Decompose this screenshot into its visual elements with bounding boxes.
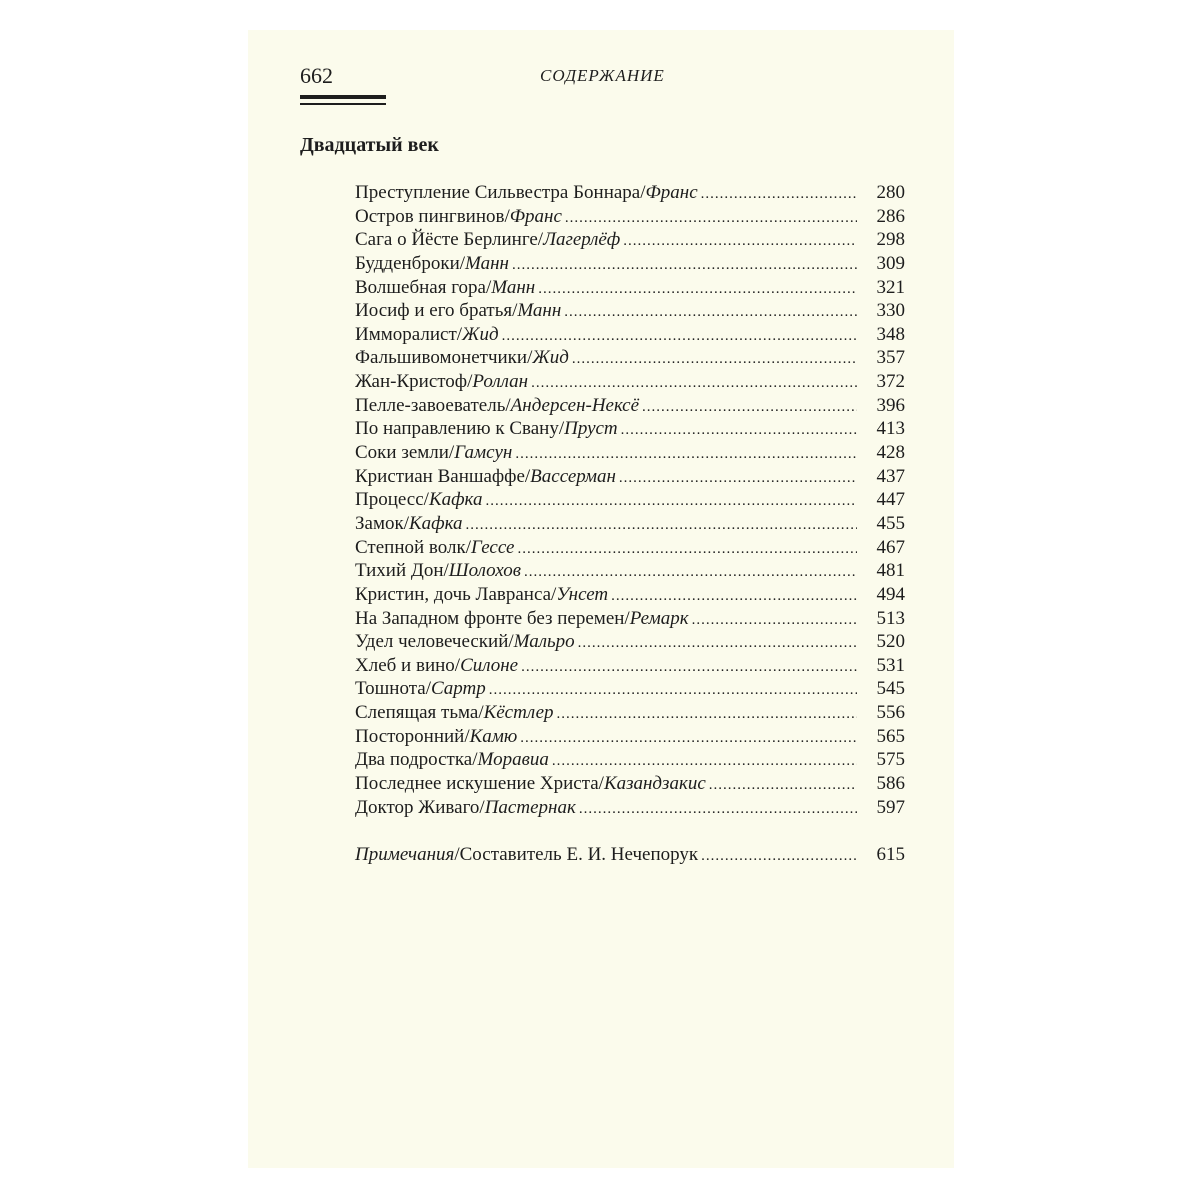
toc-entry-page: 437: [876, 465, 905, 487]
toc-entry-page: 298: [876, 229, 905, 251]
toc-entry-author: Сартр: [430, 678, 486, 700]
toc-entry-author: Гессе: [471, 536, 515, 558]
toc-entry-author: Силоне: [460, 654, 519, 676]
toc-entry-author: Кафка: [428, 489, 483, 511]
toc-entry-title: Остров пингвинов/: [355, 205, 510, 227]
toc-entry-title: Сага о Йёсте Берлинге/: [355, 229, 544, 251]
toc-entry-author: Казандзакис: [603, 773, 706, 795]
dot-leader: [557, 703, 857, 727]
toc-entry-page: 396: [876, 394, 905, 416]
toc-entry-page: 556: [876, 702, 905, 724]
toc-notes-entry: [355, 843, 905, 867]
toc-entry-author: Манн: [517, 300, 562, 322]
header-rule-thick: [300, 95, 386, 99]
toc-entry-author: Мальро: [513, 631, 575, 653]
running-head: СОДЕРЖАНИЕ: [540, 66, 665, 85]
dot-leader: [709, 774, 857, 798]
toc-entry-title: Кристиан Ваншаффе/: [355, 465, 531, 487]
toc-entry-author: Вассерман: [530, 465, 616, 487]
toc-entry: [355, 299, 905, 323]
toc-entry-author: Манн: [491, 276, 536, 298]
toc-entry-page: 494: [876, 583, 905, 605]
dot-leader: [489, 679, 857, 703]
toc-entry: [355, 559, 905, 583]
dot-leader: [621, 419, 857, 443]
dot-leader: [515, 443, 857, 467]
dot-leader: [524, 561, 857, 585]
toc-entry: [355, 394, 905, 418]
toc-entry: [355, 654, 905, 678]
toc-entry-page: 321: [876, 276, 905, 298]
toc-entry-page: 597: [876, 796, 905, 818]
toc-entry-title: По направлению к Свану/: [355, 418, 565, 440]
toc-entry-page: 481: [876, 560, 905, 582]
dot-leader: [579, 798, 857, 822]
table-of-contents: [355, 181, 905, 819]
toc-entry: [355, 772, 905, 796]
dot-leader: [538, 278, 857, 302]
toc-entry-title: Соки земли/: [355, 442, 455, 464]
toc-entry: [355, 370, 905, 394]
toc-entry-title: Фальшивомонетчики/: [355, 347, 533, 369]
toc-entry-author: Пруст: [564, 418, 618, 440]
toc-entry-title: Тошнота/: [355, 678, 431, 700]
dot-leader: [611, 585, 857, 609]
toc-entry-author: Кёстлер: [483, 702, 554, 724]
toc-entry-author: Камю: [469, 725, 518, 747]
toc-entry-author: Андерсен-Нексё: [510, 394, 640, 416]
toc-entry: [355, 252, 905, 276]
toc-entry-title: Посторонний/: [355, 725, 470, 747]
notes-label: Примечания: [355, 844, 455, 865]
toc-entry-author: Франс: [509, 205, 562, 227]
toc-entry-title: Степной волк/: [355, 536, 471, 558]
toc-entry-author: Пастернак: [484, 796, 576, 818]
toc-entry-page: 428: [876, 442, 905, 464]
toc-entry-author: Лагерлёф: [543, 229, 621, 251]
book-page: [248, 30, 954, 1168]
dot-leader: [520, 727, 857, 751]
toc-entry: [355, 796, 905, 820]
dot-leader: [572, 348, 857, 372]
toc-entry: [355, 323, 905, 347]
dot-leader: [502, 325, 857, 349]
toc-entry-page: 513: [876, 607, 905, 629]
notes-page: 615: [876, 844, 905, 865]
toc-entry-title: Жан-Кристоф/: [355, 371, 473, 393]
toc-entry: [355, 630, 905, 654]
dot-leader: [521, 656, 857, 680]
toc-entry-page: 447: [876, 489, 905, 511]
toc-entry-page: 520: [876, 631, 905, 653]
toc-entry-title: Последнее искушение Христа/: [355, 773, 604, 795]
toc-entry-page: 348: [876, 323, 905, 345]
toc-entry: [355, 725, 905, 749]
dot-leader: [701, 183, 857, 207]
toc-entry: [355, 488, 905, 512]
dot-leader: [578, 632, 857, 656]
toc-entry-title: Имморалист/: [355, 323, 463, 345]
dot-leader: [531, 372, 857, 396]
toc-entry: [355, 748, 905, 772]
toc-entry-author: Роллан: [472, 371, 529, 393]
toc-entry: [355, 465, 905, 489]
toc-entry-author: Манн: [465, 252, 509, 274]
page-number: 662: [300, 63, 333, 88]
toc-entry-page: 309: [876, 252, 905, 274]
toc-entry: [355, 417, 905, 441]
toc-entry-title: Слепящая тьма/: [355, 702, 484, 724]
toc-entry: [355, 512, 905, 536]
dot-leader: [512, 254, 857, 278]
toc-entry: [355, 583, 905, 607]
toc-entry-title: Доктор Живаго/: [355, 796, 485, 818]
toc-entry: [355, 607, 905, 631]
toc-entry-title: Замок/: [355, 512, 409, 534]
toc-entry-page: 280: [876, 182, 905, 203]
toc-entry: [355, 228, 905, 252]
toc-entry-author: Гамсун: [454, 442, 513, 464]
dot-leader: [485, 490, 857, 514]
toc-entry-title: Хлеб и вино/: [355, 654, 461, 676]
toc-entry-author: Кафка: [409, 512, 463, 534]
dot-leader: [565, 207, 857, 231]
toc-entry-title: Процесс/: [355, 489, 429, 511]
notes-compiler: /Составитель Е. И. Нечепорук: [454, 844, 699, 865]
toc-entry: [355, 181, 905, 205]
toc-entry: [355, 677, 905, 701]
toc-entry: [355, 346, 905, 370]
header-rule-thin: [300, 103, 386, 105]
toc-entry-title: Пелле-завоеватель/: [355, 394, 511, 416]
toc-entry-page: 330: [876, 300, 905, 322]
toc-entry-page: 286: [876, 205, 905, 227]
toc-entry-page: 413: [876, 418, 905, 440]
toc-entry-author: Моравиа: [477, 749, 549, 771]
dot-leader: [517, 538, 857, 562]
toc-entry-page: 372: [876, 371, 905, 393]
toc-entry-page: 565: [876, 725, 905, 747]
toc-entry-author: Унсет: [556, 583, 609, 605]
dot-leader: [564, 301, 857, 325]
section-title: Двадцатый век: [300, 134, 439, 156]
toc-entry: [355, 701, 905, 725]
toc-entry-page: 545: [876, 678, 905, 700]
toc-entry-page: 467: [876, 536, 905, 558]
toc-entry-author: Франс: [645, 182, 698, 203]
toc-entry-author: Жид: [532, 347, 569, 369]
toc-entry: [355, 441, 905, 465]
toc-entry: [355, 536, 905, 560]
toc-entry-title: Иосиф и его братья/: [355, 300, 518, 322]
toc-entry-author: Ремарк: [629, 607, 689, 629]
dot-leader: [642, 396, 857, 420]
toc-entry-title: Будденброки/: [355, 252, 466, 274]
dot-leader: [466, 514, 857, 538]
toc-entry-title: Волшебная гора/: [355, 276, 492, 298]
dot-leader: [552, 750, 857, 774]
toc-entry-page: 586: [876, 773, 905, 795]
toc-entry-author: Шолохов: [448, 560, 521, 582]
toc-entry-page: 455: [876, 512, 905, 534]
toc-entry-page: 575: [876, 749, 905, 771]
dot-leader: [623, 230, 857, 254]
toc-entry: [355, 205, 905, 229]
dot-leader: [619, 467, 857, 491]
dot-leader: [692, 609, 857, 633]
toc-entry: [355, 276, 905, 300]
toc-entry-title: Два подростка/: [355, 749, 478, 771]
toc-entry-page: 357: [876, 347, 905, 369]
toc-entry-title: Тихий Дон/: [355, 560, 449, 582]
toc-entry-title: Преступление Сильвестра Боннара/: [355, 182, 646, 203]
toc-entry-title: Кристин, дочь Лавранса/: [355, 583, 557, 605]
dot-leader: [701, 845, 857, 869]
toc-entry-author: Жид: [462, 323, 499, 345]
toc-entry-title: Удел человеческий/: [355, 631, 514, 653]
toc-entry-title: На Западном фронте без перемен/: [355, 607, 630, 629]
toc-entry-page: 531: [876, 654, 905, 676]
